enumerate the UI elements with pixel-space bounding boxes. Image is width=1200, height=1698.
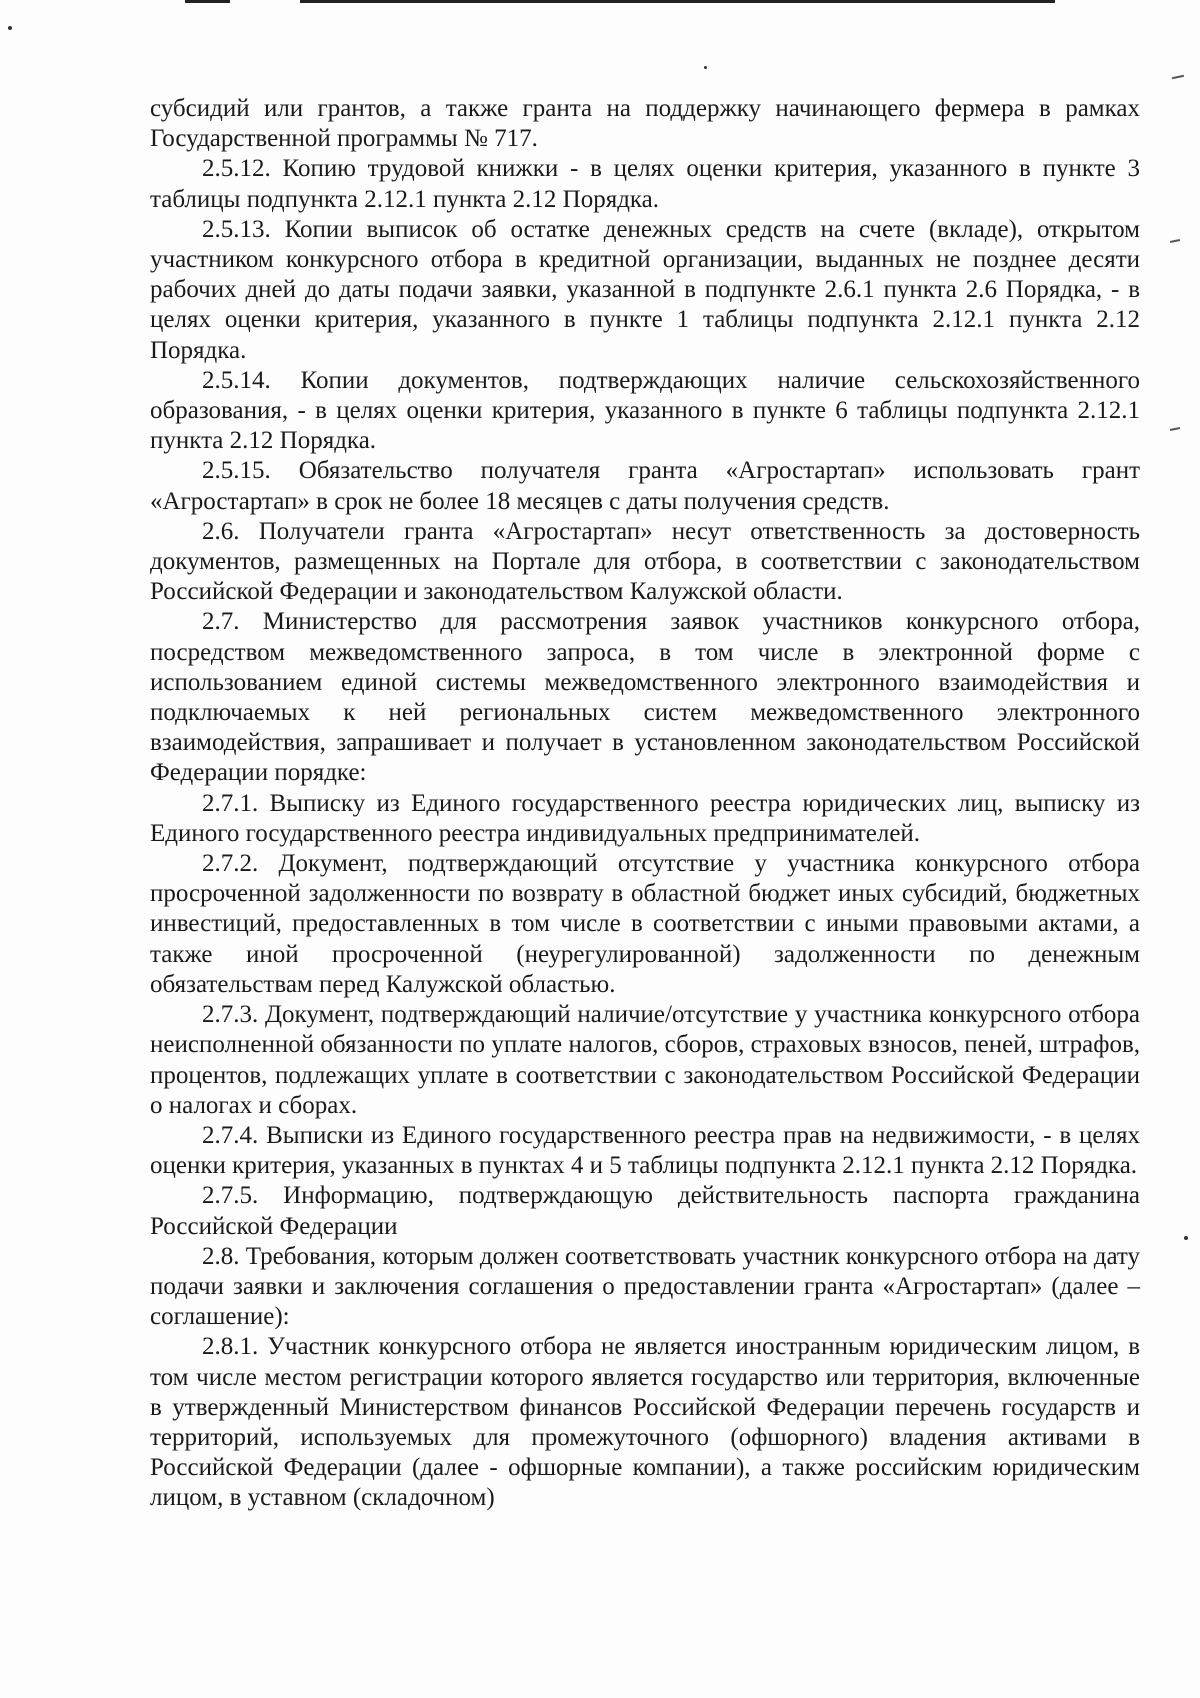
paragraph-2-7-2: 2.7.2. Документ, подтверждающий отсутствие у участника конкурсного отбора просроченной задолженности по возврату в областной бюджет иных субсидий, бюджетных инвестиций, предоставленных в том числе в соответствии с иными правовыми актами, а также иной просроченной (неурегулированной) задолженности по денежным обязательствам перед Калужской областью. [150,850,1140,998]
paragraph-2-6: 2.6. Получатели гранта «Агростартап» несут ответственность за достоверность документов, размещенных на Портале для отбора, в соответствии с законодательством Российской Федерации и законодательством Калужской области. [150,517,1140,606]
paragraph-2-7: 2.7. Министерство для рассмотрения заявок участников конкурсного отбора, посредством межведомственного запроса, в том числе в электронной форме с использованием единой системы межведомственного электронного взаимодействия и подключаемых к ней региональных систем межведомственного электронного взаимодействия, запрашивает и получает в установленном законодательством Российской Федерации порядке: [150,608,1140,787]
paragraph-2-5-12: 2.5.12. Копию трудовой книжки - в целях оценки критерия, указанного в пункте 3 таблицы подпункта 2.12.1 пункта 2.12 Порядка. [150,155,1140,213]
paragraph-2-7-4: 2.7.4. Выписки из Единого государственного реестра прав на недвижимости, - в целях оценки критерия, указанных в пунктах 4 и 5 таблицы подпункта 2.12.1 пункта 2.12 Порядка. [150,1121,1140,1180]
paragraph-2-5-14: 2.5.14. Копии документов, подтверждающих наличие сельскохозяйственного образования, - в целях оценки критерия, указанного в пункте 6 таблицы подпункта 2.12.1 пункта 2.12 Порядка. [150,366,1140,455]
scan-speck [1184,1236,1188,1240]
document-body [150,94,1140,1514]
paragraph-2-7-3: 2.7.3. Документ, подтверждающий наличие/отсутствие у участника конкурсного отбора неисполненной обязанности по уплате налогов, сборов, страховых взносов, пеней, штрафов, процентов, подлежащих уплате в соответствии с законодательством Российской Федерации о налогах и сборах. [150,1001,1140,1119]
scan-mark [1170,239,1180,243]
paragraph-2-8: 2.8. Требования, которым должен соответствовать участник конкурсного отбора на дату подачи заявки и заключения соглашения о предоставлении гранта «Агростартап» (далее – соглашение): [150,1242,1140,1331]
scan-edge-line [300,0,1055,3]
scan-mark [1170,427,1180,431]
paragraph-2-5-13: 2.5.13. Копии выписок об остатке денежных средств на счете (вкладе), открытом участником конкурсного отбора в кредитной организации, выданных не позднее десяти рабочих дней до даты подачи заявки, указанной в подпункте 2.6.1 пункта 2.6 Порядка, - в целях оценки критерия, указанного в пункте 1 таблицы подпункта 2.12.1 пункта 2.12 Порядка. [150,215,1140,364]
scan-mark [1172,75,1184,79]
scan-speck [8,26,12,30]
paragraph-2-8-1: 2.8.1. Участник конкурсного отбора не является иностранным юридическим лицом, в том числе местом регистрации которого является государство или территория, включенные в утвержденный Министерством финансов Российской Федерации перечень государств и территорий, используемых для промежуточного (офшорного) владения активами в Российской Федерации (далее - офшорные компании), а также российским юридическим лицом, в уставном (складочном) [150,1333,1140,1512]
paragraph-2-5-15: 2.5.15. Обязательство получателя гранта «Агростартап» использовать грант «Агростартап» в срок не более 18 месяцев с даты получения средств. [150,457,1140,515]
paragraph-2-7-5: 2.7.5. Информацию, подтверждающую действительность паспорта гражданина Российской Федерации [150,1182,1140,1240]
scan-edge-line [185,0,230,3]
paragraph-2-7-1: 2.7.1. Выписку из Единого государственного реестра юридических лиц, выписку из Единого государственного реестра индивидуальных предпринимателей. [150,789,1140,847]
paragraph-continuation: субсидий или грантов, а также гранта на поддержку начинающего фермера в рамках Государственной программы № 717. [150,95,1140,153]
scan-speck [704,66,707,69]
